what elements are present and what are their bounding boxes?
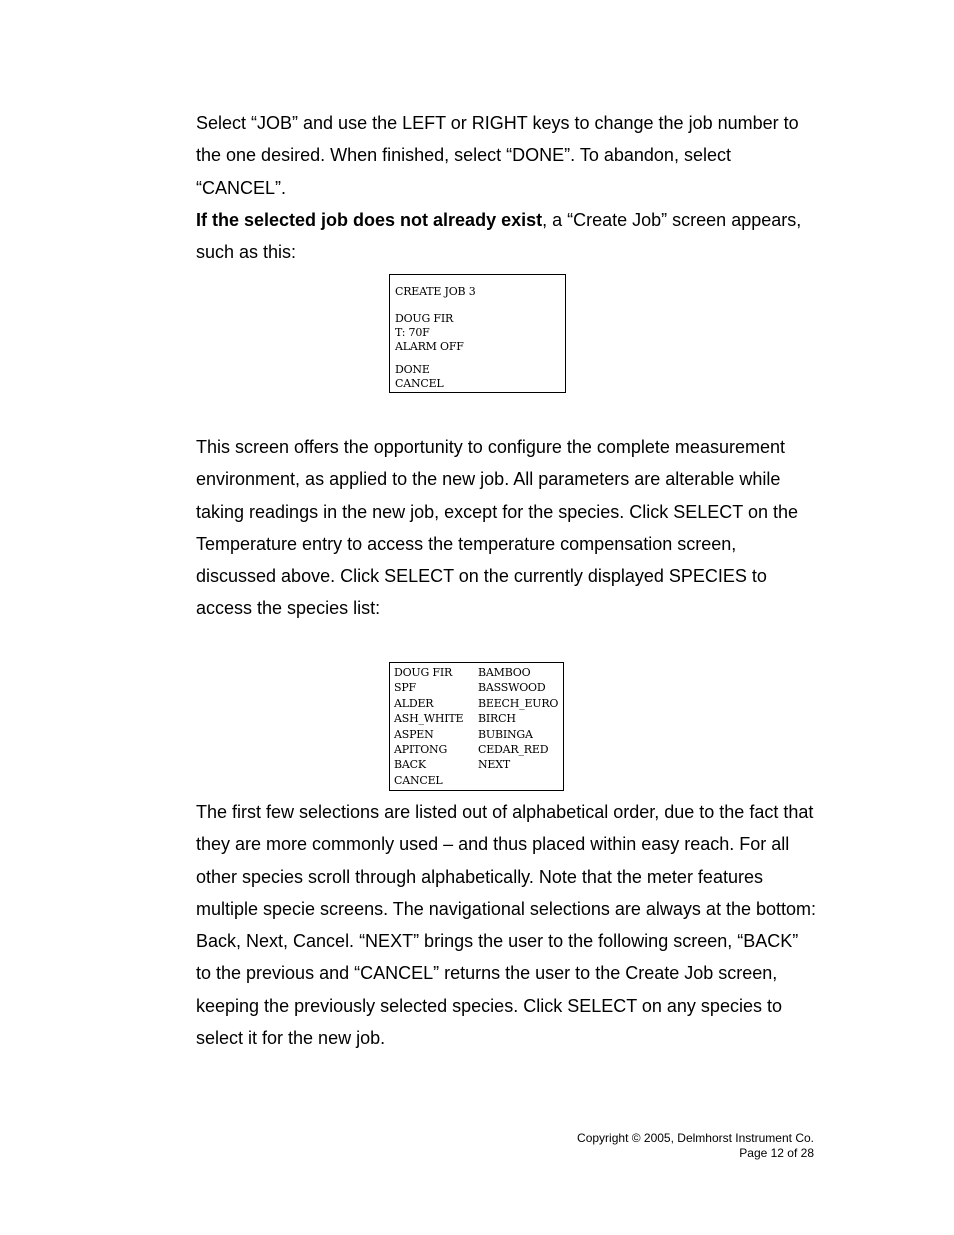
species-column-left	[394, 666, 463, 789]
species-list-screen	[389, 662, 564, 791]
create-job-temperature: T: 70F	[395, 326, 430, 339]
species-item: BEECH_EURO	[478, 696, 559, 710]
create-job-species: DOUG FIR	[395, 312, 454, 325]
species-item: ASPEN	[394, 727, 434, 741]
species-paragraph: The first few selections are listed out of alphabetical order, due to the fact that they are more commonly used – and thus placed within easy reach. For all other species scroll through alphabetically. Note that the meter features multiple specie screens. The navigational selections are always at the bottom: Back, Next, Cancel. “NEXT” brings the user to the following screen, “BACK” to the previous and “CANCEL” returns the user to the Create Job screen, keeping the previously selected species. Click SELECT on any species to select it for the new job.	[196, 802, 816, 1049]
species-item: BIRCH	[478, 712, 516, 726]
species-column-right	[478, 666, 558, 774]
config-paragraph: This screen offers the opportunity to configure the complete measurement environment, as applied to the new job. All parameters are alterable while taking readings in the new job, except for the species. Click SELECT on the Temperature entry to access the temperature compensation screen, discussed above. Click SELECT on the currently displayed SPECIES to access the species list:	[196, 437, 798, 619]
create-job-title: CREATE JOB 3	[395, 285, 476, 298]
species-text	[196, 796, 816, 1054]
copyright-notice: Copyright © 2005, Delmhorst Instrument Co.	[577, 1131, 814, 1145]
config-text	[196, 431, 816, 625]
species-item: ALDER	[394, 696, 434, 710]
species-item: BAMBOO	[478, 666, 531, 679]
create-job-screen	[389, 274, 566, 393]
species-item: CANCEL	[394, 773, 443, 787]
species-item: BACK	[394, 758, 426, 772]
create-job-cancel: CANCEL	[395, 377, 444, 390]
species-item: NEXT	[478, 758, 511, 772]
species-item: DOUG FIR	[394, 666, 453, 679]
intro-paragraph: Select “JOB” and use the LEFT or RIGHT keys to change the job number to the one desired. When finished, select “DONE”. To abandon, select “CANCEL”.	[196, 113, 799, 198]
species-item: BASSWOOD	[478, 681, 546, 695]
create-job-note-bold: If the selected job does not already exist	[196, 209, 543, 230]
species-item: CEDAR_RED	[478, 742, 549, 756]
species-item: ASH_WHITE	[394, 712, 464, 726]
species-item: APITONG	[394, 742, 448, 756]
species-item: SPF	[394, 681, 416, 695]
create-job-done: DONE	[395, 363, 430, 376]
page-number: Page 12 of 28	[739, 1145, 814, 1160]
create-job-alarm: ALARM OFF	[395, 340, 464, 353]
intro-text	[196, 107, 816, 268]
create-job-note	[196, 204, 816, 269]
species-item: BUBINGA	[478, 727, 533, 741]
create-job-note-rest: , a “Create Job” screen appears, such as this:	[196, 209, 802, 263]
page-footer	[577, 1131, 814, 1160]
